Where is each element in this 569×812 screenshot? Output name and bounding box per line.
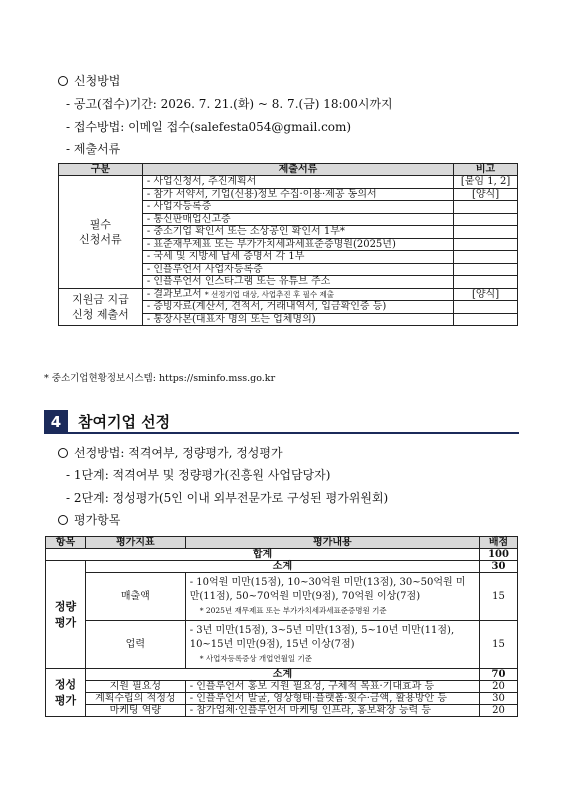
doc-note: [붙임 1, 2] xyxy=(454,176,518,189)
table-row xyxy=(59,288,518,301)
group-label-subsidy: 지원금 지급 신청 제출서 xyxy=(59,288,143,326)
eval-table xyxy=(45,536,518,717)
doc-note xyxy=(454,313,518,326)
selection-step-2: - 2단계: 정성평가(5인 이내 외부전문가로 구성된 평가위원회) xyxy=(66,491,389,505)
section-title: 참여기업 선정 xyxy=(78,413,171,431)
section-number: 4 xyxy=(44,410,68,434)
table-row xyxy=(46,573,518,621)
table-row xyxy=(46,681,518,693)
apply-method: - 접수방법: 이메일 접수(salefesta054@gmail.com) xyxy=(66,120,352,134)
apply-period: - 공고(접수)기간: 2026. 7. 21.(화) ~ 8. 7.(금) 18:00시까지 xyxy=(66,97,393,111)
circle-bullet-icon xyxy=(58,76,68,86)
doc-item-text: - 결과보고서 xyxy=(146,288,202,300)
doc-note xyxy=(454,251,518,264)
indicator-planning: 계획수립의 적정성 xyxy=(85,693,185,705)
doc-note xyxy=(454,263,518,276)
indicator-history: 업력 xyxy=(85,621,185,669)
header-cell: 배점 xyxy=(480,537,518,549)
header-cell: 구분 xyxy=(59,164,143,176)
header-cell: 평가지표 xyxy=(85,537,185,549)
doc-item: - 국세 및 지방세 납세 증명서 각 1부 xyxy=(142,251,453,264)
quant-subtotal-row xyxy=(46,561,518,573)
doc-item: - 증빙자료(계산서, 견적서, 거래내역서, 입금확인증 등) xyxy=(142,301,453,314)
docs-footnote: * 중소기업현황정보시스템: https://sminfo.mss.go.kr xyxy=(44,373,276,384)
group-label-required: 필수 신청서류 xyxy=(59,176,143,289)
doc-note: [양식] xyxy=(454,188,518,201)
doc-item: - 사업신청서, 추진계획서 xyxy=(142,176,453,189)
apply-docs: - 제출서류 xyxy=(66,142,121,156)
header-cell: 항목 xyxy=(46,537,86,549)
content-cell xyxy=(185,621,479,669)
doc-item: - 통신판매업신고증 xyxy=(142,213,453,226)
doc-note xyxy=(454,238,518,251)
doc-item: - 인플루언서 인스타그램 또는 유튜브 주소 xyxy=(142,276,453,289)
selection-method: 선정방법: 적격여부, 정량평가, 정성평가 xyxy=(58,444,283,461)
quant-label: 정량 평가 xyxy=(46,561,86,669)
eval-table-header xyxy=(46,537,518,549)
qual-subtotal-row xyxy=(46,669,518,681)
table-row xyxy=(46,705,518,717)
total-score: 100 xyxy=(480,549,518,561)
header-cell: 비고 xyxy=(454,164,518,176)
indicator-need: 지원 필요성 xyxy=(85,681,185,693)
qual-subtotal-label: 소계 xyxy=(85,669,479,681)
doc-item xyxy=(142,288,453,301)
score-cell: 30 xyxy=(480,693,518,705)
total-label: 합계 xyxy=(46,549,480,561)
table-row xyxy=(59,176,518,189)
circle-bullet-icon xyxy=(58,448,68,458)
doc-item: - 통장사본(대표자 명의 또는 업체명의) xyxy=(142,313,453,326)
doc-item: - 중소기업 확인서 또는 소상공인 확인서 1부* xyxy=(142,226,453,239)
content-cell: - 인플루언서 발굴, 영상형태·플랫폼·횟수·금액, 활용방안 등 xyxy=(185,693,479,705)
header-cell: 제출서류 xyxy=(142,164,453,176)
content-note: * 사업자등록증상 개업연월일 기준 xyxy=(199,653,313,663)
total-row xyxy=(46,549,518,561)
qual-subtotal-score: 70 xyxy=(480,669,518,681)
table-row xyxy=(46,621,518,669)
content-text: - 10억원 미만(15점), 10~30억원 미만(13점), 30~50억원 미만(11점), 50~70억원 미만(9점), 70억원 이상(7점) xyxy=(189,576,466,602)
score-cell: 15 xyxy=(480,621,518,669)
content-cell: - 참가업체·인플루언서 마케팅 인프라, 홍보확장 능력 등 xyxy=(185,705,479,717)
content-cell: - 인플루언서 홍보 지원 필요성, 구체적 목표·기대효과 등 xyxy=(185,681,479,693)
section-4-header xyxy=(44,410,519,434)
docs-table xyxy=(58,163,518,326)
apply-heading: 신청방법 xyxy=(58,72,120,89)
score-cell: 20 xyxy=(480,705,518,717)
eval-heading: 평가항목 xyxy=(58,511,120,528)
quant-subtotal-label: 소계 xyxy=(85,561,479,573)
quant-subtotal-score: 30 xyxy=(480,561,518,573)
qual-label: 정성 평가 xyxy=(46,669,86,717)
doc-note xyxy=(454,276,518,289)
doc-item-note: * 선정기업 대상, 사업추진 후 필수 제출 xyxy=(204,289,334,299)
doc-note xyxy=(454,201,518,214)
content-note: * 2025년 재무제표 또는 부가가치세과세표준증명원 기준 xyxy=(199,605,387,615)
content-cell xyxy=(185,573,479,621)
doc-item: - 인플루언서 사업자등록증 xyxy=(142,263,453,276)
score-cell: 15 xyxy=(480,573,518,621)
table-row xyxy=(46,693,518,705)
selection-step-1: - 1단계: 적격여부 및 정량평가(진흥원 사업담당자) xyxy=(66,468,331,482)
content-text: - 3년 미만(15점), 3~5년 미만(13점), 5~10년 미만(11점), 10~15년 미만(9점), 15년 이상(7점) xyxy=(189,624,455,650)
doc-note xyxy=(454,213,518,226)
indicator-sales: 매출액 xyxy=(85,573,185,621)
circle-bullet-icon xyxy=(58,515,68,525)
docs-table-header xyxy=(59,164,518,176)
doc-note xyxy=(454,301,518,314)
doc-item: - 참가 서약서, 기업(신용)정보 수집·이용·제공 동의서 xyxy=(142,188,453,201)
doc-note: [양식] xyxy=(454,288,518,301)
header-cell: 평가내용 xyxy=(185,537,479,549)
doc-note xyxy=(454,226,518,239)
doc-item: - 표준재무제표 또는 부가가치세과세표준증명원(2025년) xyxy=(142,238,453,251)
indicator-marketing: 마케팅 역량 xyxy=(85,705,185,717)
doc-item: - 사업자등록증 xyxy=(142,201,453,214)
score-cell: 20 xyxy=(480,681,518,693)
